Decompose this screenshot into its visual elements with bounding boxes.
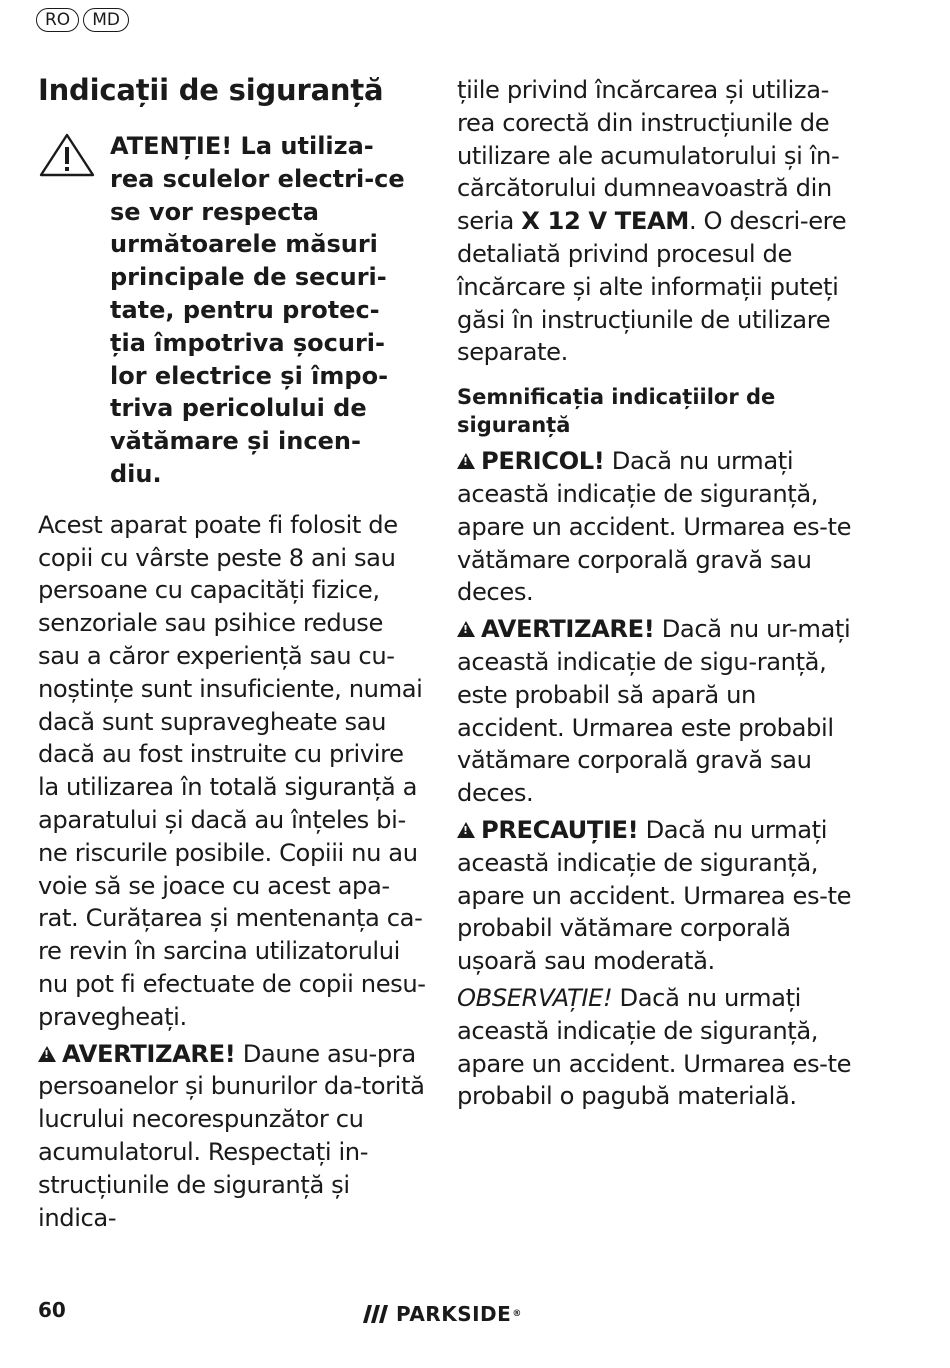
- caution-text: Dacă nu urmați această indicație de siguranță, apare un accident. Urmarea es-te probabil vătămare corporală ușoară sau moderată.: [457, 815, 852, 976]
- battery-warning-text: Daune asu-pra persoanelor și bunurilor da-torită lucrului necorespunzător cu acumulatorul. Respectați in-strucțiunile de siguranță și indica-: [38, 1039, 425, 1232]
- charging-instructions-paragraph: [457, 74, 857, 369]
- brand-slashes-icon: [362, 1304, 390, 1324]
- language-badge-md: MD: [83, 8, 129, 32]
- warning-triangle-icon: [38, 132, 96, 178]
- brand-registered-mark: ®: [512, 1309, 522, 1319]
- language-badge-ro: RO: [36, 8, 79, 32]
- caution-small-icon: [457, 822, 475, 838]
- danger-text: Dacă nu urmați această indicație de siguranță, apare un accident. Urmarea es-te vătămare corporală gravă sau deces.: [457, 447, 852, 607]
- right-column: [457, 74, 857, 1117]
- page-title: Indicații de siguranță: [38, 73, 384, 107]
- notice-paragraph: [457, 982, 857, 1113]
- warning-paragraph: [457, 613, 857, 810]
- attention-text: ATENȚIE! La utiliza-rea sculelor electri-ce se vor respecta următoarele măsuri principale de securi-tate, pentru protec-ția împotriva șocuri-lor electrice și împo-triva pericolului de vătămare și incen-diu.: [110, 132, 405, 488]
- battery-warning-paragraph: [38, 1038, 428, 1235]
- left-column: [38, 72, 428, 1234]
- attention-block: [38, 130, 428, 491]
- warning-signal-word: AVERTIZARE!: [481, 615, 655, 644]
- danger-paragraph: [457, 445, 857, 609]
- charging-text-part2: . O descri-ere detaliată privind procesul de încărcare și alte informații puteți găsi în instrucțiunile de utilizare separate.: [457, 207, 847, 367]
- warning-text: Dacă nu ur-mați această indicație de sigu-ranță, este probabil să apară un accident. Urmarea este probabil vătămare corporală gravă sau deces.: [457, 615, 851, 808]
- charging-text-part1: țiile privind încărcarea și utiliza-rea corectă din instrucțiunile de utilizare ale acumulatorului și în-cărcătorului dumneavoastră din seria: [457, 76, 840, 236]
- children-usage-paragraph: Acest aparat poate fi folosit de copii cu vârste peste 8 ani sau persoane cu capacități fizice, senzoriale sau psihice reduse sau a căror experiență sau cu-noștințe sunt insuficiente, numai dacă sunt supravegheate sau dacă au fost instruite cu privire la utilizarea în totală siguranță a aparatului și dacă au înțeles bi-ne riscurile posibile. Copiii nu au voie să se joace cu acest apa-rat. Curățarea și mentenanța ca-re revin în sarcina utilizatorului nu pot fi efectuate de copii nesu-pravegheați.: [38, 510, 426, 1031]
- warning-signal-word: AVERTIZARE!: [62, 1039, 236, 1068]
- series-name: X 12 V TEAM: [521, 207, 689, 236]
- brand-name: PARKSIDE: [396, 1302, 512, 1326]
- warning-small-icon: [457, 621, 475, 637]
- caution-signal-word: PRECAUȚIE!: [481, 815, 639, 844]
- brand-logo: [362, 1302, 522, 1326]
- signal-words-heading: Semnificația indicațiilor de siguranță: [457, 385, 776, 438]
- notice-signal-word: OBSERVAȚIE!: [457, 983, 613, 1012]
- danger-small-icon: [457, 453, 475, 469]
- caution-paragraph: [457, 814, 857, 978]
- danger-signal-word: PERICOL!: [481, 447, 605, 476]
- warning-small-icon: [38, 1046, 56, 1062]
- page-number: 60: [38, 1298, 66, 1322]
- notice-text: Dacă nu urmați această indicație de siguranță, apare un accident. Urmarea es-te probabil o pagubă materială.: [457, 983, 852, 1111]
- language-badges: [36, 8, 129, 32]
